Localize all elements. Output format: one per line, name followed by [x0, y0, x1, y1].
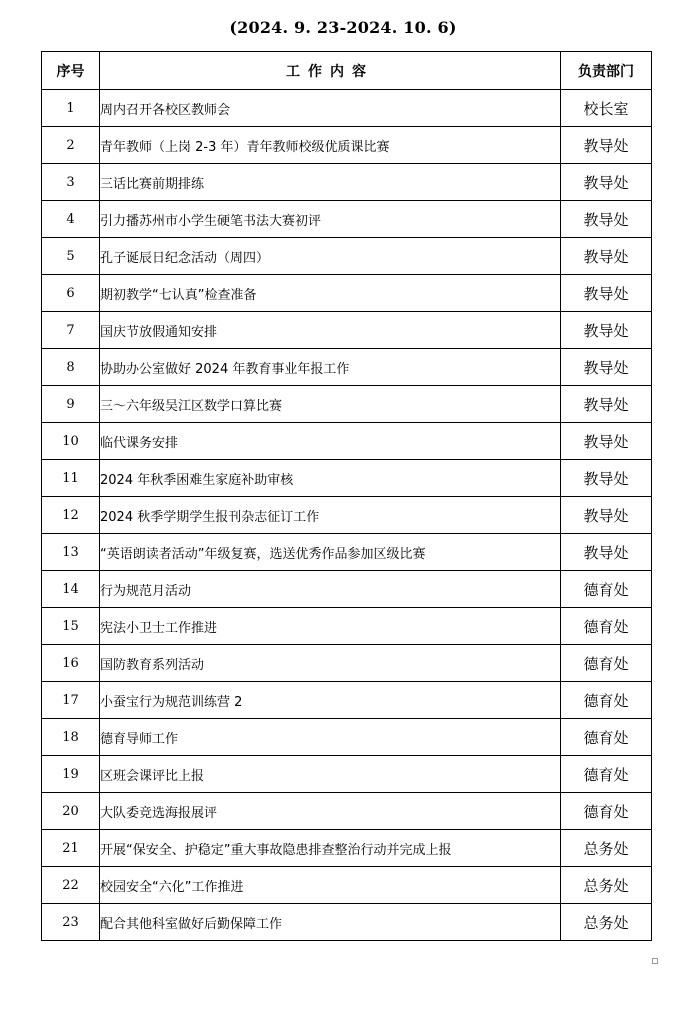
table-row: [42, 645, 652, 682]
table-row: [42, 312, 652, 349]
row-department: 德育处: [561, 571, 652, 608]
row-content: 期初教学“七认真”检查准备: [100, 275, 561, 312]
row-number: 5: [42, 238, 100, 275]
row-department: 教导处: [561, 423, 652, 460]
row-content: 2024 年秋季困难生家庭补助审核: [100, 460, 561, 497]
row-number: 1: [42, 90, 100, 127]
table-row: [42, 497, 652, 534]
document-title: (2024. 9. 23-2024. 10. 6): [229, 18, 457, 37]
row-content: 国防教育系列活动: [100, 645, 561, 682]
row-department: 德育处: [561, 645, 652, 682]
table-row: [42, 164, 652, 201]
row-department: 总务处: [561, 867, 652, 904]
row-content: 孔子诞辰日纪念活动（周四）: [100, 238, 561, 275]
row-content: 三话比赛前期排练: [100, 164, 561, 201]
row-department: 教导处: [561, 275, 652, 312]
row-content: 开展“保安全、护稳定”重大事故隐患排查整治行动并完成上报: [100, 830, 561, 867]
row-content: 协助办公室做好 2024 年教育事业年报工作: [100, 349, 561, 386]
row-content: 引力播苏州市小学生硬笔书法大赛初评: [100, 201, 561, 238]
row-department: 德育处: [561, 793, 652, 830]
table-row: [42, 423, 652, 460]
row-content: 周内召开各校区教师会: [100, 90, 561, 127]
row-number: 20: [42, 793, 100, 830]
row-department: 教导处: [561, 349, 652, 386]
row-department: 德育处: [561, 608, 652, 645]
table-row: [42, 90, 652, 127]
table-row: [42, 275, 652, 312]
end-of-table-mark: [652, 958, 658, 964]
header-content: 工作内容: [100, 52, 561, 90]
row-content: 配合其他科室做好后勤保障工作: [100, 904, 561, 941]
table-row: [42, 386, 652, 423]
row-number: 21: [42, 830, 100, 867]
table-row: [42, 534, 652, 571]
header-no: 序号: [42, 52, 100, 90]
table-row: [42, 756, 652, 793]
row-department: 教导处: [561, 460, 652, 497]
table-row: [42, 201, 652, 238]
row-content: 区班会课评比上报: [100, 756, 561, 793]
row-department: 教导处: [561, 312, 652, 349]
row-content: 国庆节放假通知安排: [100, 312, 561, 349]
row-content: 宪法小卫士工作推进: [100, 608, 561, 645]
work-schedule-table: [41, 51, 652, 941]
row-department: 教导处: [561, 238, 652, 275]
row-department: 教导处: [561, 164, 652, 201]
table-row: [42, 349, 652, 386]
row-department: 总务处: [561, 830, 652, 867]
row-number: 7: [42, 312, 100, 349]
row-department: 教导处: [561, 386, 652, 423]
row-number: 18: [42, 719, 100, 756]
row-number: 22: [42, 867, 100, 904]
row-department: 教导处: [561, 127, 652, 164]
table-row: [42, 830, 652, 867]
row-content: 三～六年级吴江区数学口算比赛: [100, 386, 561, 423]
table-row: [42, 460, 652, 497]
row-number: 15: [42, 608, 100, 645]
row-number: 4: [42, 201, 100, 238]
row-number: 6: [42, 275, 100, 312]
row-department: 总务处: [561, 904, 652, 941]
row-department: 校长室: [561, 90, 652, 127]
table-header-row: [42, 52, 652, 90]
row-number: 14: [42, 571, 100, 608]
row-number: 13: [42, 534, 100, 571]
table-row: [42, 608, 652, 645]
row-content: 校园安全“六化”工作推进: [100, 867, 561, 904]
table-row: [42, 793, 652, 830]
row-content: “英语朗读者活动”年级复赛，选送优秀作品参加区级比赛: [100, 534, 561, 571]
row-content: 行为规范月活动: [100, 571, 561, 608]
row-number: 23: [42, 904, 100, 941]
row-content: 2024 秋季学期学生报刊杂志征订工作: [100, 497, 561, 534]
row-department: 教导处: [561, 497, 652, 534]
row-number: 10: [42, 423, 100, 460]
row-content: 小蚕宝行为规范训练营 2: [100, 682, 561, 719]
row-number: 17: [42, 682, 100, 719]
row-number: 8: [42, 349, 100, 386]
table-row: [42, 904, 652, 941]
row-department: 教导处: [561, 534, 652, 571]
table-row: [42, 719, 652, 756]
table-row: [42, 867, 652, 904]
row-content: 临代课务安排: [100, 423, 561, 460]
table-row: [42, 682, 652, 719]
header-dept: 负责部门: [561, 52, 652, 90]
row-content: 德育导师工作: [100, 719, 561, 756]
row-number: 19: [42, 756, 100, 793]
row-department: 德育处: [561, 756, 652, 793]
row-content: 青年教师（上岗 2-3 年）青年教师校级优质课比赛: [100, 127, 561, 164]
row-number: 3: [42, 164, 100, 201]
row-content: 大队委竞选海报展评: [100, 793, 561, 830]
row-number: 2: [42, 127, 100, 164]
table-row: [42, 238, 652, 275]
table-row: [42, 571, 652, 608]
row-number: 12: [42, 497, 100, 534]
row-department: 教导处: [561, 201, 652, 238]
row-department: 德育处: [561, 682, 652, 719]
row-number: 9: [42, 386, 100, 423]
row-department: 德育处: [561, 719, 652, 756]
row-number: 11: [42, 460, 100, 497]
table-row: [42, 127, 652, 164]
row-number: 16: [42, 645, 100, 682]
